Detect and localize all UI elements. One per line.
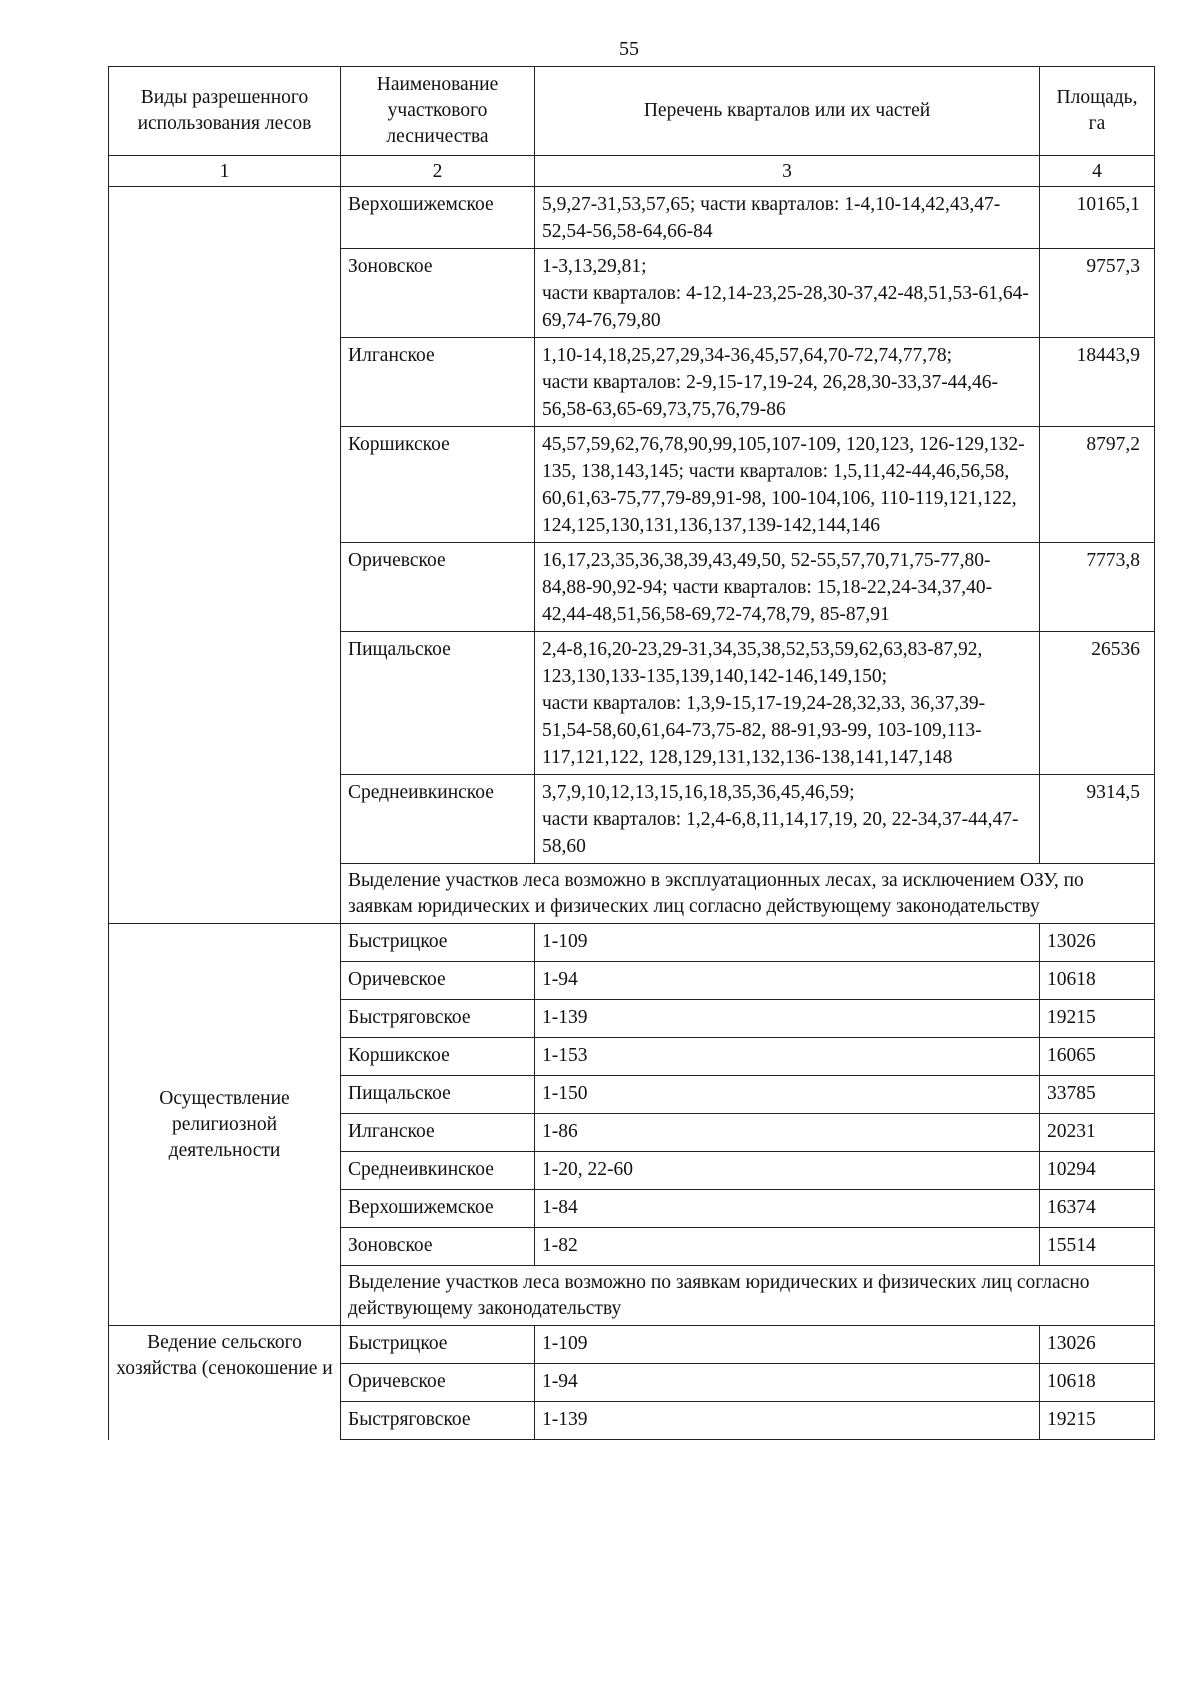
forestry-name-cell: Среднеивкинское xyxy=(341,775,535,864)
area-cell: 10618 xyxy=(1040,962,1155,1000)
column-number-row xyxy=(109,156,1155,187)
quarters-cell: 1-139 xyxy=(535,1402,1040,1440)
use-type-cell: Осуществление религиозной деятельности xyxy=(109,924,341,1326)
column-number: 3 xyxy=(535,156,1040,187)
area-cell: 7773,8 xyxy=(1040,543,1155,632)
column-number: 2 xyxy=(341,156,535,187)
forestry-name-cell: Быстрицкое xyxy=(341,1326,535,1364)
note-cell: Выделение участков леса возможно по заявкам юридических и физических лиц согласно действующему законодательству xyxy=(341,1266,1155,1326)
area-cell: 9314,5 xyxy=(1040,775,1155,864)
forestry-name-cell: Оричевское xyxy=(341,543,535,632)
table-header-row xyxy=(109,67,1155,156)
table-row xyxy=(109,187,1155,249)
header-forestry-name: Наименование участкового лесничества xyxy=(341,67,535,156)
area-cell: 18443,9 xyxy=(1040,338,1155,427)
quarters-cell: 1-86 xyxy=(535,1114,1040,1152)
forestry-name-cell: Зоновское xyxy=(341,1228,535,1266)
forestry-name-cell: Оричевское xyxy=(341,962,535,1000)
use-type-cell xyxy=(109,187,341,924)
forestry-name-cell: Быстрицкое xyxy=(341,924,535,962)
forestry-name-cell: Коршикское xyxy=(341,1038,535,1076)
table-row xyxy=(109,1326,1155,1364)
forestry-name-cell: Верхошижемское xyxy=(341,1190,535,1228)
area-cell: 16374 xyxy=(1040,1190,1155,1228)
area-cell: 10294 xyxy=(1040,1152,1155,1190)
forestry-name-cell: Быстряговское xyxy=(341,1402,535,1440)
quarters-cell: 5,9,27-31,53,57,65; части кварталов: 1-4,10-14,42,43,47-52,54-56,58-64,66-84 xyxy=(535,187,1040,249)
table-row xyxy=(109,924,1155,962)
column-number: 1 xyxy=(109,156,341,187)
header-quarters-list: Перечень кварталов или их частей xyxy=(535,67,1040,156)
area-cell: 13026 xyxy=(1040,1326,1155,1364)
area-cell: 26536 xyxy=(1040,632,1155,775)
area-cell: 19215 xyxy=(1040,1402,1155,1440)
quarters-cell: 45,57,59,62,76,78,90,99,105,107-109, 120,123, 126-129,132-135, 138,143,145; части кварталов: 1,5,11,42-44,46,56,58, 60,61,63-75,77,79-89,91-98, 100-104,106, 110-119,121,122, 124,125,130,131,136,137,139-142,144,146 xyxy=(535,427,1040,543)
quarters-cell: 1-94 xyxy=(535,1364,1040,1402)
area-cell: 10618 xyxy=(1040,1364,1155,1402)
quarters-cell: 1-3,13,29,81; части кварталов: 4-12,14-23,25-28,30-37,42-48,51,53-61,64-69,74-76,79,80 xyxy=(535,249,1040,338)
area-cell: 20231 xyxy=(1040,1114,1155,1152)
quarters-cell: 1-139 xyxy=(535,1000,1040,1038)
forest-use-table xyxy=(108,66,1155,1440)
forestry-name-cell: Зоновское xyxy=(341,249,535,338)
forestry-name-cell: Илганское xyxy=(341,1114,535,1152)
forestry-name-cell: Быстряговское xyxy=(341,1000,535,1038)
page-number: 55 xyxy=(619,38,639,60)
use-type-cell: Ведение сельского хозяйства (сенокошение и xyxy=(109,1326,341,1440)
quarters-cell: 1-82 xyxy=(535,1228,1040,1266)
area-cell: 8797,2 xyxy=(1040,427,1155,543)
quarters-cell: 1-109 xyxy=(535,1326,1040,1364)
quarters-cell: 3,7,9,10,12,13,15,16,18,35,36,45,46,59; части кварталов: 1,2,4-6,8,11,14,17,19, 20, 22-34,37-44,47-58,60 xyxy=(535,775,1040,864)
header-area: Площадь, га xyxy=(1040,67,1155,156)
column-number: 4 xyxy=(1040,156,1155,187)
quarters-cell: 1-20, 22-60 xyxy=(535,1152,1040,1190)
header-use-type: Виды разрешенного использования лесов xyxy=(109,67,341,156)
area-cell: 9757,3 xyxy=(1040,249,1155,338)
area-cell: 33785 xyxy=(1040,1076,1155,1114)
area-cell: 19215 xyxy=(1040,1000,1155,1038)
quarters-cell: 1-153 xyxy=(535,1038,1040,1076)
note-cell: Выделение участков леса возможно в эксплуатационных лесах, за исключением ОЗУ, по заявкам юридических и физических лиц согласно действующему законодательству xyxy=(341,864,1155,924)
area-cell: 13026 xyxy=(1040,924,1155,962)
quarters-cell: 1-150 xyxy=(535,1076,1040,1114)
forestry-name-cell: Коршикское xyxy=(341,427,535,543)
forestry-name-cell: Пищальское xyxy=(341,632,535,775)
quarters-cell: 1-94 xyxy=(535,962,1040,1000)
quarters-cell: 2,4-8,16,20-23,29-31,34,35,38,52,53,59,62,63,83-87,92, 123,130,133-135,139,140,142-146,149,150; части кварталов: 1,3,9-15,17-19,24-28,32,33, 36,37,39-51,54-58,60,61,64-73,75-82, 88-91,93-99, 103-109,113-117,121,122, 128,129,131,132,136-138,141,147,148 xyxy=(535,632,1040,775)
forestry-name-cell: Оричевское xyxy=(341,1364,535,1402)
area-cell: 16065 xyxy=(1040,1038,1155,1076)
forestry-name-cell: Среднеивкинское xyxy=(341,1152,535,1190)
forestry-name-cell: Пищальское xyxy=(341,1076,535,1114)
forestry-name-cell: Илганское xyxy=(341,338,535,427)
quarters-cell: 1,10-14,18,25,27,29,34-36,45,57,64,70-72,74,77,78; части кварталов: 2-9,15-17,19-24, 26,28,30-33,37-44,46-56,58-63,65-69,73,75,76,79-86 xyxy=(535,338,1040,427)
area-cell: 15514 xyxy=(1040,1228,1155,1266)
forestry-name-cell: Верхошижемское xyxy=(341,187,535,249)
quarters-cell: 16,17,23,35,36,38,39,43,49,50, 52-55,57,70,71,75-77,80-84,88-90,92-94; части кварталов: 15,18-22,24-34,37,40-42,44-48,51,56,58-69,72-74,78,79, 85-87,91 xyxy=(535,543,1040,632)
area-cell: 10165,1 xyxy=(1040,187,1155,249)
quarters-cell: 1-109 xyxy=(535,924,1040,962)
quarters-cell: 1-84 xyxy=(535,1190,1040,1228)
